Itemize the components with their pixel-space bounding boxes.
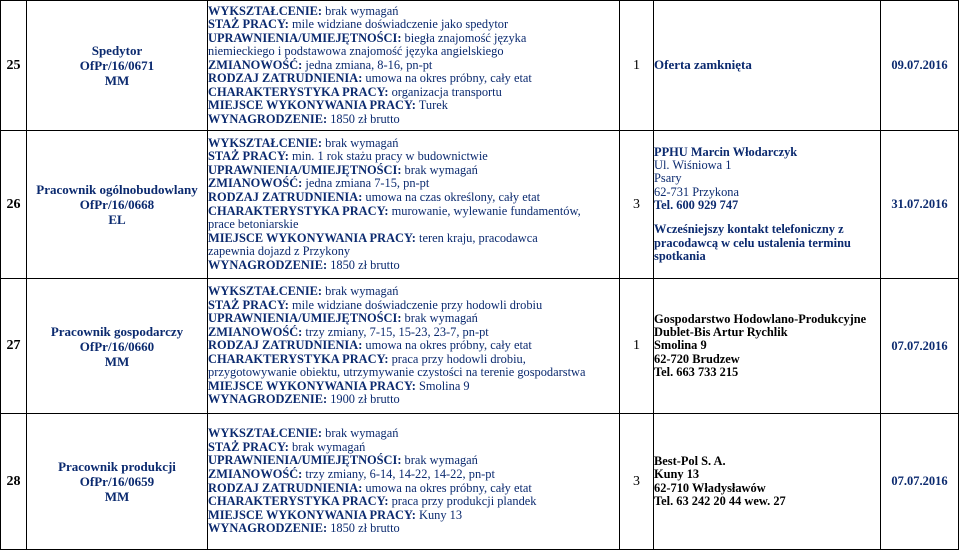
requirement-key: CHARAKTERYSTYKA PRACY: xyxy=(208,203,389,218)
requirement-key: STAŻ PRACY: xyxy=(208,149,289,164)
requirement-line xyxy=(208,299,619,313)
requirements-cell xyxy=(208,1,620,131)
employer-contact xyxy=(654,414,881,550)
requirement-value: przygotowywanie obiektu, utrzymywanie czystości na terenie gospodarstwa xyxy=(208,365,586,380)
position-title: Pracownik ogólnobudowlany xyxy=(36,182,198,197)
requirement-line xyxy=(208,150,619,164)
requirement-line xyxy=(208,205,619,219)
requirement-line xyxy=(208,113,619,127)
offer-date: 31.07.2016 xyxy=(881,131,959,279)
requirement-value: 1850 zł brutto xyxy=(327,111,400,126)
requirement-key: STAŻ PRACY: xyxy=(208,17,289,32)
requirement-key: UPRAWNIENIA/UMIEJĘTNOŚCI: xyxy=(208,162,402,177)
employer-phone: Tel. 63 242 20 44 wew. 27 xyxy=(654,493,786,508)
requirement-key: WYNAGRODZENIE: xyxy=(208,392,328,407)
offer-date: 09.07.2016 xyxy=(881,1,959,131)
requirement-value: jedna zmiana, 8-16, pn-pt xyxy=(302,57,433,72)
requirement-line xyxy=(208,454,619,468)
requirement-key: RODZAJ ZATRUDNIENIA: xyxy=(208,480,363,495)
vacancy-count: 1 xyxy=(620,279,654,414)
requirement-value: teren kraju, pracodawca xyxy=(415,230,538,245)
requirement-line xyxy=(208,177,619,191)
offer-closed-status: Oferta zamknięta xyxy=(654,57,752,73)
requirement-value: umowa na okres próbny, cały etat xyxy=(362,338,532,353)
requirement-value: trzy zmiany, 7-15, 15-23, 23-7, pn-pt xyxy=(302,324,489,339)
requirement-value: Smolina 9 xyxy=(415,378,470,393)
requirement-key: WYNAGRODZENIE: xyxy=(208,257,328,272)
requirement-line xyxy=(208,259,619,273)
requirement-line xyxy=(208,5,619,19)
requirement-key: CHARAKTERYSTYKA PRACY: xyxy=(208,351,389,366)
offer-reference: OfPr/16/0660 xyxy=(79,338,155,354)
requirements-cell xyxy=(208,279,620,414)
requirement-key: STAŻ PRACY: xyxy=(208,439,289,454)
row-number: 27 xyxy=(1,279,27,414)
requirement-value: Kuny 13 xyxy=(415,507,463,522)
requirement-value: Turek xyxy=(415,98,448,113)
employer-street: Kuny 13 xyxy=(654,467,700,482)
requirement-value: praca przy hodowli drobiu, xyxy=(388,351,526,366)
requirement-key: UPRAWNIENIA/UMIEJĘTNOŚCI: xyxy=(208,453,402,468)
row-number: 28 xyxy=(1,414,27,550)
position-cell xyxy=(27,1,208,131)
table-row xyxy=(1,279,959,414)
requirement-key: WYNAGRODZENIE: xyxy=(208,521,328,536)
requirement-line xyxy=(208,522,619,536)
requirement-key: MIEJSCE WYKONYWANIA PRACY: xyxy=(208,378,416,393)
employer-name: Best-Pol S. A. xyxy=(654,453,726,468)
employer-contact xyxy=(654,279,881,414)
employer-name: PPHU Marcin Włodarczyk xyxy=(654,144,798,159)
requirement-line xyxy=(208,245,619,259)
requirement-line xyxy=(208,191,619,205)
position-cell xyxy=(27,414,208,550)
position-title: Pracownik produkcji xyxy=(58,459,176,474)
employer-street: Ul. Wiśniowa 1 xyxy=(654,158,732,173)
advisor-code: MM xyxy=(104,73,130,88)
requirements-cell xyxy=(208,131,620,279)
requirement-line xyxy=(208,218,619,232)
requirement-value: murowanie, wylewanie fundamentów, xyxy=(388,203,581,218)
requirement-value: min. 1 rok stażu pracy w budownictwie xyxy=(288,149,488,164)
contact-note: Wcześniejszy kontakt telefoniczny z pracodawcą w celu ustalenia terminu spotkania xyxy=(654,222,851,263)
requirement-key: ZMIANOWOŚĆ: xyxy=(208,176,303,191)
requirement-line xyxy=(208,137,619,151)
requirement-value: mile widziane doświadczenie przy hodowli drobiu xyxy=(288,297,543,312)
position-title: Spedytor xyxy=(91,43,143,58)
requirement-value: organizacja transportu xyxy=(388,84,502,99)
requirement-value: brak wymagań xyxy=(322,3,399,18)
requirement-line xyxy=(208,312,619,326)
requirement-line xyxy=(208,232,619,246)
requirement-line xyxy=(208,86,619,100)
requirement-key: UPRAWNIENIA/UMIEJĘTNOŚCI: xyxy=(208,311,402,326)
table-row xyxy=(1,131,959,279)
requirement-value: praca przy produkcji plandek xyxy=(388,494,537,509)
requirement-key: ZMIANOWOŚĆ: xyxy=(208,324,303,339)
requirement-key: WYKSZTAŁCENIE: xyxy=(208,135,323,150)
employer-phone: Tel. 600 929 747 xyxy=(654,198,739,212)
vacancy-count: 3 xyxy=(620,131,654,279)
row-number: 26 xyxy=(1,131,27,279)
requirement-line xyxy=(208,509,619,523)
requirement-key: RODZAJ ZATRUDNIENIA: xyxy=(208,338,363,353)
requirement-key: CHARAKTERYSTYKA PRACY: xyxy=(208,494,389,509)
offer-reference: OfPr/16/0671 xyxy=(79,58,155,73)
requirement-value: brak wymagań xyxy=(401,311,478,326)
offer-date: 07.07.2016 xyxy=(881,414,959,550)
requirement-value: 1900 zł brutto xyxy=(327,392,400,407)
position-cell xyxy=(27,279,208,414)
requirement-line xyxy=(208,99,619,113)
requirement-key: WYNAGRODZENIE: xyxy=(208,111,328,126)
position-title: Pracownik gospodarczy xyxy=(50,323,184,339)
table-row xyxy=(1,1,959,131)
requirement-key: RODZAJ ZATRUDNIENIA: xyxy=(208,71,363,86)
employer-street: Smolina 9 xyxy=(654,338,707,353)
requirement-key: MIEJSCE WYKONYWANIA PRACY: xyxy=(208,507,416,522)
requirement-line xyxy=(208,45,619,59)
requirement-key: WYKSZTAŁCENIE: xyxy=(208,284,323,299)
requirement-line xyxy=(208,353,619,367)
requirement-value: 1850 zł brutto xyxy=(327,521,400,536)
requirement-value: biegła znajomość języka xyxy=(401,30,527,45)
requirement-value: umowa na okres próbny, cały etat xyxy=(362,480,532,495)
requirement-line xyxy=(208,339,619,353)
requirement-line xyxy=(208,164,619,178)
requirement-line xyxy=(208,72,619,86)
advisor-code: MM xyxy=(104,353,130,369)
employer-postcode: 62-710 Władysławów xyxy=(654,480,766,495)
offer-reference: OfPr/16/0659 xyxy=(79,474,155,489)
requirement-value: zapewnia dojazd z Przykony xyxy=(208,244,351,259)
requirement-line xyxy=(208,427,619,441)
requirements-cell xyxy=(208,414,620,550)
requirement-value: brak wymagań xyxy=(322,426,399,441)
employer-postcode: 62-720 Brudzew xyxy=(654,351,740,366)
requirement-key: ZMIANOWOŚĆ: xyxy=(208,57,303,72)
offer-date: 07.07.2016 xyxy=(881,279,959,414)
employer-name: Gospodarstwo Hodowlano-Produkcyjne Dublet-Bis Artur Rychlik xyxy=(654,311,867,340)
employer-locality: Psary xyxy=(654,171,682,186)
requirement-line xyxy=(208,366,619,380)
requirement-line xyxy=(208,380,619,394)
requirement-line xyxy=(208,326,619,340)
requirement-line xyxy=(208,32,619,46)
requirement-value: mile widziane doświadczenie jako spedytor xyxy=(288,17,509,32)
requirement-line xyxy=(208,468,619,482)
requirement-value: trzy zmiany, 6-14, 14-22, 14-22, pn-pt xyxy=(302,466,495,481)
requirement-value: brak wymagań xyxy=(322,135,399,150)
requirement-value: jedna zmiana 7-15, pn-pt xyxy=(302,176,430,191)
requirement-value: brak wymagań xyxy=(288,439,366,454)
vacancy-count: 3 xyxy=(620,414,654,550)
requirement-key: MIEJSCE WYKONYWANIA PRACY: xyxy=(208,98,416,113)
requirement-value: 1850 zł brutto xyxy=(327,257,400,272)
offer-reference: OfPr/16/0668 xyxy=(79,197,155,212)
requirement-line xyxy=(208,18,619,32)
requirement-value: brak wymagań xyxy=(401,453,478,468)
requirement-key: STAŻ PRACY: xyxy=(208,297,289,312)
employer-contact xyxy=(654,131,881,279)
vacancy-count: 1 xyxy=(620,1,654,131)
row-number: 25 xyxy=(1,1,27,131)
employer-contact xyxy=(654,1,881,131)
requirement-value: niemieckiego i podstawowa znajomość języka angielskiego xyxy=(208,44,504,59)
table-row xyxy=(1,414,959,550)
requirement-key: WYKSZTAŁCENIE: xyxy=(208,426,323,441)
requirement-value: brak wymagań xyxy=(401,162,478,177)
requirement-line xyxy=(208,441,619,455)
requirement-key: CHARAKTERYSTYKA PRACY: xyxy=(208,84,389,99)
requirement-value: umowa na czas określony, cały etat xyxy=(362,189,541,204)
employer-postcode: 62-731 Przykona xyxy=(654,184,739,199)
requirement-line xyxy=(208,495,619,509)
requirement-key: RODZAJ ZATRUDNIENIA: xyxy=(208,189,363,204)
requirement-value: umowa na okres próbny, cały etat xyxy=(362,71,532,86)
requirement-line xyxy=(208,393,619,407)
requirement-key: MIEJSCE WYKONYWANIA PRACY: xyxy=(208,230,416,245)
requirement-key: ZMIANOWOŚĆ: xyxy=(208,466,303,481)
requirement-value: brak wymagań xyxy=(322,284,399,299)
requirement-line xyxy=(208,59,619,73)
requirement-line xyxy=(208,285,619,299)
requirement-value: prace betoniarskie xyxy=(208,217,299,232)
requirement-line xyxy=(208,482,619,496)
advisor-code: EL xyxy=(108,212,126,227)
employer-phone: Tel. 663 733 215 xyxy=(654,364,739,379)
requirement-key: UPRAWNIENIA/UMIEJĘTNOŚCI: xyxy=(208,30,402,45)
position-cell xyxy=(27,131,208,279)
advisor-code: MM xyxy=(104,489,130,504)
requirement-key: WYKSZTAŁCENIE: xyxy=(208,3,323,18)
